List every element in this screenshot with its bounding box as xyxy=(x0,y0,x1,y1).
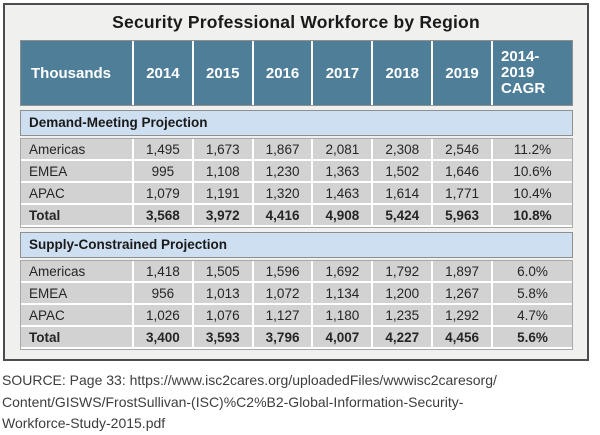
section-band: Demand-Meeting Projection xyxy=(20,110,573,136)
section-band: Supply-Constrained Projection xyxy=(20,232,573,258)
table-row xyxy=(21,205,572,225)
value-cell: 1,673 xyxy=(194,139,252,159)
value-cell: 1,127 xyxy=(254,305,312,325)
value-cell: 1,108 xyxy=(194,161,252,181)
column-header-2019: 2019 xyxy=(433,41,491,105)
column-header-thousands: Thousands xyxy=(21,41,132,105)
value-cell: 1,191 xyxy=(194,183,252,203)
value-cell: 1,596 xyxy=(254,261,312,281)
table-row xyxy=(21,283,572,303)
value-cell: 1,026 xyxy=(134,305,192,325)
value-cell: 4,908 xyxy=(313,205,371,225)
cagr-cell: 6.0% xyxy=(493,261,572,281)
value-cell: 4,416 xyxy=(254,205,312,225)
table-header-block xyxy=(20,40,573,106)
value-cell: 4,227 xyxy=(373,327,431,347)
column-header-cagr xyxy=(493,41,572,105)
source-note-line: Workforce-Study-2015.pdf xyxy=(2,415,166,431)
value-cell: 1,867 xyxy=(254,139,312,159)
value-cell: 1,320 xyxy=(254,183,312,203)
value-cell: 3,568 xyxy=(134,205,192,225)
source-note-line: Content/GISWS/FrostSullivan-(ISC)%C2%B2-Global-Information-Security- xyxy=(2,393,464,410)
row-label-cell: APAC xyxy=(21,305,132,325)
value-cell: 1,200 xyxy=(373,283,431,303)
value-cell: 1,692 xyxy=(313,261,371,281)
row-label-cell: EMEA xyxy=(21,283,132,303)
value-cell: 1,235 xyxy=(373,305,431,325)
value-cell: 1,897 xyxy=(433,261,491,281)
cagr-cell: 5.8% xyxy=(493,283,572,303)
table-row xyxy=(21,161,572,181)
row-label-cell: Total xyxy=(21,327,132,347)
column-header-2018: 2018 xyxy=(373,41,431,105)
value-cell: 1,646 xyxy=(433,161,491,181)
table-row xyxy=(21,183,572,203)
cagr-cell: 10.8% xyxy=(493,205,572,225)
figure-title: Security Professional Workforce by Region xyxy=(112,12,480,32)
value-cell: 3,400 xyxy=(134,327,192,347)
value-cell: 995 xyxy=(134,161,192,181)
row-label-cell: EMEA xyxy=(21,161,132,181)
cagr-cell: 5.6% xyxy=(493,327,572,347)
value-cell: 1,076 xyxy=(194,305,252,325)
value-cell: 1,079 xyxy=(134,183,192,203)
value-cell: 5,424 xyxy=(373,205,431,225)
value-cell: 5,963 xyxy=(433,205,491,225)
cagr-header-line: 2014- xyxy=(500,48,540,65)
figure-frame xyxy=(3,3,589,361)
value-cell: 3,972 xyxy=(194,205,252,225)
value-cell: 1,013 xyxy=(194,283,252,303)
value-cell: 956 xyxy=(134,283,192,303)
value-cell: 1,418 xyxy=(134,261,192,281)
column-header-2014: 2014 xyxy=(134,41,192,105)
cagr-cell: 10.4% xyxy=(493,183,572,203)
value-cell: 2,546 xyxy=(433,139,491,159)
cagr-cell: 10.6% xyxy=(493,161,572,181)
cagr-header-line: 2019 xyxy=(500,64,535,81)
cagr-cell: 4.7% xyxy=(493,305,572,325)
value-cell: 2,081 xyxy=(313,139,371,159)
table-row xyxy=(21,327,572,347)
value-cell: 3,796 xyxy=(254,327,312,347)
value-cell: 1,614 xyxy=(373,183,431,203)
value-cell: 1,230 xyxy=(254,161,312,181)
row-label-cell: Americas xyxy=(21,139,132,159)
value-cell: 1,502 xyxy=(373,161,431,181)
value-cell: 1,771 xyxy=(433,183,491,203)
value-cell: 1,363 xyxy=(313,161,371,181)
workforce-table xyxy=(20,40,573,350)
value-cell: 1,495 xyxy=(134,139,192,159)
column-header-2016: 2016 xyxy=(254,41,312,105)
value-cell: 4,007 xyxy=(313,327,371,347)
value-cell: 1,792 xyxy=(373,261,431,281)
section-rows-group xyxy=(20,260,573,350)
source-note-line: SOURCE: Page 33: https://www.isc2cares.org/uploadedFiles/wwwisc2caresorg/ xyxy=(2,372,497,388)
value-cell: 4,456 xyxy=(433,327,491,347)
value-cell: 1,505 xyxy=(194,261,252,281)
table-header-row xyxy=(21,41,572,105)
column-header-2017: 2017 xyxy=(313,41,371,105)
table-row xyxy=(21,261,572,281)
row-label-cell: Total xyxy=(21,205,132,225)
table-row xyxy=(21,305,572,325)
row-label-cell: APAC xyxy=(21,183,132,203)
value-cell: 2,308 xyxy=(373,139,431,159)
value-cell: 1,072 xyxy=(254,283,312,303)
section-rows-group xyxy=(20,138,573,228)
source-note xyxy=(2,370,598,435)
value-cell: 3,593 xyxy=(194,327,252,347)
value-cell: 1,180 xyxy=(313,305,371,325)
value-cell: 1,463 xyxy=(313,183,371,203)
row-label-cell: Americas xyxy=(21,261,132,281)
cagr-header-line: CAGR xyxy=(500,80,546,97)
cagr-cell: 11.2% xyxy=(493,139,572,159)
table-sections xyxy=(20,110,573,350)
value-cell: 1,292 xyxy=(433,305,491,325)
value-cell: 1,267 xyxy=(433,283,491,303)
value-cell: 1,134 xyxy=(313,283,371,303)
table-row xyxy=(21,139,572,159)
column-header-2015: 2015 xyxy=(194,41,252,105)
